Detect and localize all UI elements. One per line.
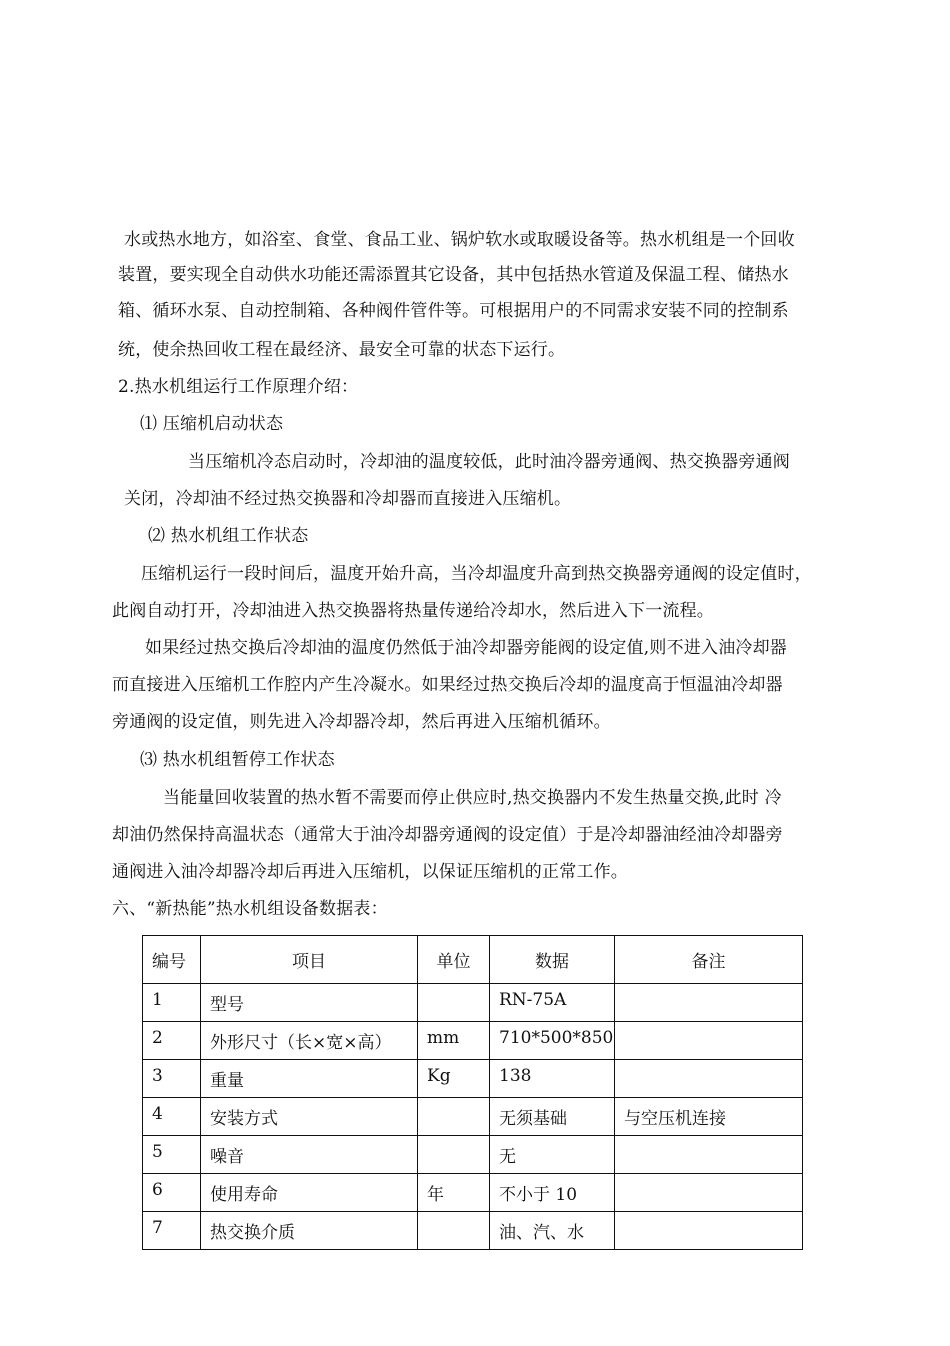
cell-number: 6 [143, 1174, 201, 1212]
cell-data: 不小于 10 [490, 1174, 615, 1212]
cell-remark [615, 1022, 803, 1060]
cell-number: 4 [143, 1098, 201, 1136]
cell-unit [418, 984, 490, 1022]
table-row [143, 1212, 803, 1250]
cell-data: 无 [490, 1136, 615, 1174]
header-remark: 备注 [615, 936, 803, 984]
header-unit: 单位 [418, 936, 490, 984]
paragraph-line: 旁通阀的设定值，则先进入冷却器冷却，然后再进入压缩机循环。 [112, 712, 611, 732]
table-row [143, 984, 803, 1022]
cell-unit: Kg [418, 1060, 490, 1098]
cell-data: 710*500*850 [490, 1022, 615, 1060]
table-row [143, 1136, 803, 1174]
cell-remark [615, 984, 803, 1022]
cell-data: RN-75A [490, 984, 615, 1022]
cell-number: 5 [143, 1136, 201, 1174]
cell-item: 安装方式 [201, 1098, 418, 1136]
cell-unit: mm [418, 1022, 490, 1060]
cell-item: 使用寿命 [201, 1174, 418, 1212]
header-item: 项目 [201, 936, 418, 984]
cell-number: 3 [143, 1060, 201, 1098]
cell-data: 138 [490, 1060, 615, 1098]
paragraph-line: 水或热水地方，如浴室、食堂、食品工业、锅炉软水或取暖设备等。热水机组是一个回收 [124, 230, 795, 250]
paragraph-line: 通阀进入油冷却器冷却后再进入压缩机，以保证压缩机的正常工作。 [112, 862, 628, 882]
paragraph-line: 压缩机运行一段时间后，温度开始升高，当冷却温度升高到热交换器旁通阀的设定值时， [141, 564, 812, 584]
cell-unit: 年 [418, 1174, 490, 1212]
cell-item: 热交换介质 [201, 1212, 418, 1250]
equipment-data-table [142, 935, 803, 1250]
cell-item: 外形尺寸（长×宽×高） [201, 1022, 418, 1060]
table-row [143, 1060, 803, 1098]
paragraph-line: 当能量回收装置的热水暂不需要而停止供应时,热交换器内不发生热量交换,此时 冷 [163, 788, 782, 808]
header-data: 数据 [490, 936, 615, 984]
subsection-heading: ⑶ 热水机组暂停工作状态 [140, 750, 335, 770]
subsection-heading: ⑵ 热水机组工作状态 [148, 526, 309, 546]
subsection-heading: ⑴ 压缩机启动状态 [140, 414, 284, 434]
cell-item: 噪音 [201, 1136, 418, 1174]
paragraph-line: 箱、循环水泵、自动控制箱、各种阀件管件等。可根据用户的不同需求安装不同的控制系 [118, 301, 789, 321]
paragraph-line: 如果经过热交换后冷却油的温度仍然低于油冷却器旁能阀的设定值,则不进入油冷却器 [145, 638, 788, 658]
cell-number: 2 [143, 1022, 201, 1060]
cell-data: 无须基础 [490, 1098, 615, 1136]
cell-remark [615, 1060, 803, 1098]
paragraph-line: 关闭，冷却油不经过热交换器和冷却器而直接进入压缩机。 [124, 489, 572, 509]
cell-remark: 与空压机连接 [615, 1098, 803, 1136]
cell-item: 重量 [201, 1060, 418, 1098]
paragraph-line: 装置，要实现全自动供水功能还需添置其它设备，其中包括热水管道及保温工程、储热水 [118, 265, 789, 285]
paragraph-line: 却油仍然保持高温状态（通常大于油冷却器旁通阀的设定值）于是冷却器油经油冷却器旁 [112, 825, 783, 845]
cell-number: 7 [143, 1212, 201, 1250]
table-row [143, 1174, 803, 1212]
paragraph-line: 而直接进入压缩机工作腔内产生冷凝水。如果经过热交换后冷却的温度高于恒温油冷却器 [112, 675, 783, 695]
header-number: 编号 [143, 936, 201, 984]
cell-remark [615, 1136, 803, 1174]
cell-remark [615, 1174, 803, 1212]
cell-data: 油、汽、水 [490, 1212, 615, 1250]
section-heading: 六、“新热能”热水机组设备数据表： [112, 899, 388, 919]
cell-unit [418, 1098, 490, 1136]
cell-unit [418, 1136, 490, 1174]
cell-remark [615, 1212, 803, 1250]
cell-number: 1 [143, 984, 201, 1022]
section-heading: 2.热水机组运行工作原理介绍： [118, 377, 359, 397]
paragraph-line: 此阀自动打开，冷却油进入热交换器将热量传递给冷却水，然后进入下一流程。 [112, 601, 714, 621]
table-row [143, 1022, 803, 1060]
table-header-row [143, 936, 803, 984]
cell-unit [418, 1212, 490, 1250]
table-row [143, 1098, 803, 1136]
paragraph-line: 统，使余热回收工程在最经济、最安全可靠的状态下运行。 [118, 340, 566, 360]
paragraph-line: 当压缩机冷态启动时，冷却油的温度较低，此时油冷器旁通阀、热交换器旁通阀 [188, 452, 790, 472]
cell-item: 型号 [201, 984, 418, 1022]
